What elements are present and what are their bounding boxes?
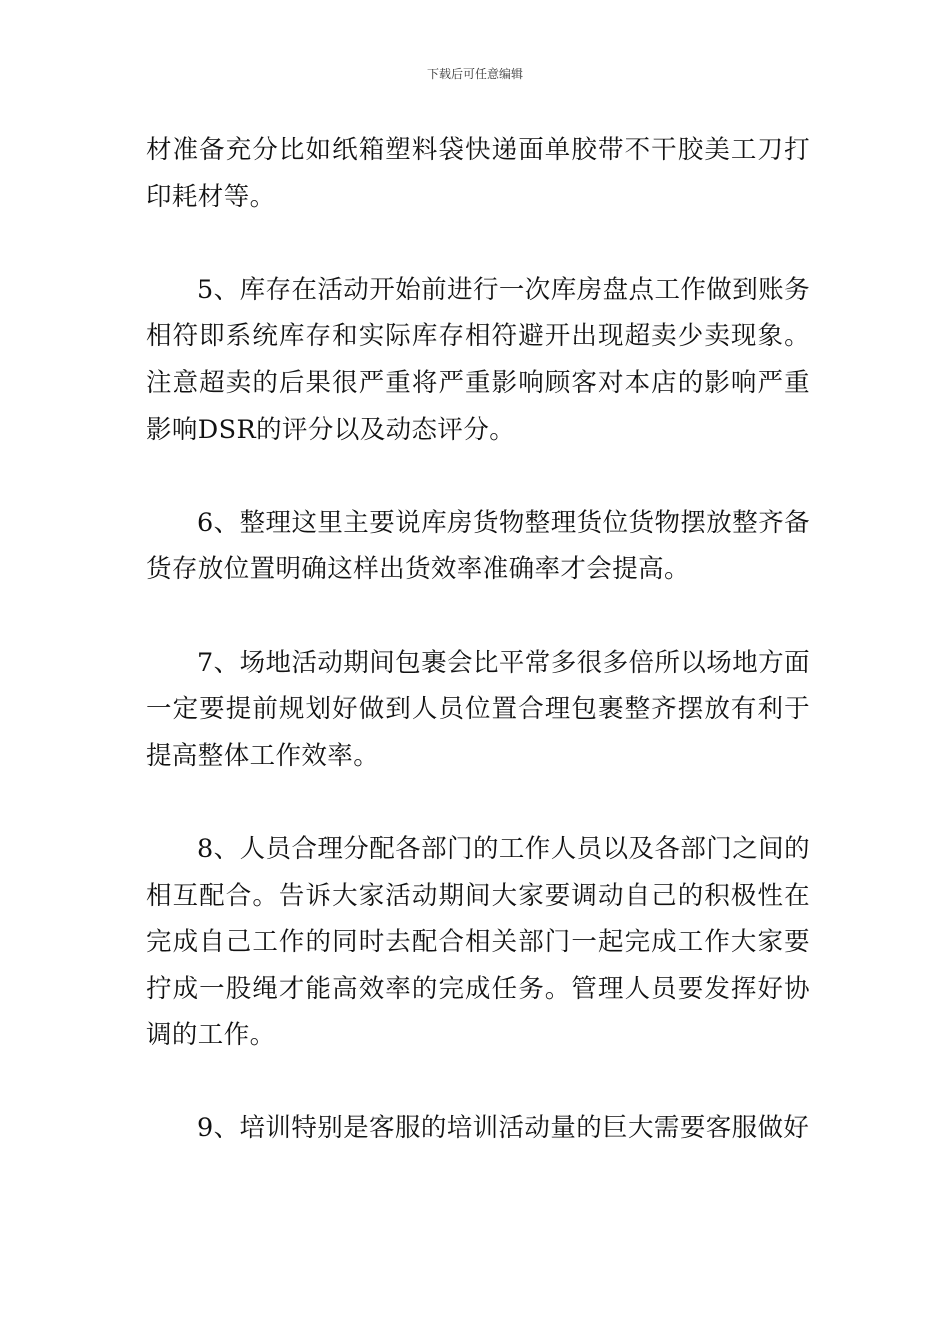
document-body: [146, 127, 810, 1152]
paragraph-item-9: 9、培训特别是客服的培训活动量的巨大需要客服做好: [197, 1113, 810, 1144]
paragraph-item-6: 6、整理这里主要说库房货物整理货位货物摆放整齐备货存放位置明确这样出货效率准确率才会提高。: [146, 507, 810, 585]
paragraph-item-8: 8、人员合理分配各部门的工作人员以及各部门之间的相互配合。告诉大家活动期间大家要调动自己的积极性在完成自己工作的同时去配合相关部门一起完成工作大家要拧成一股绳才能高效率的完成任务。管理人员要发挥好协调的工作。: [146, 833, 810, 1051]
paragraph-item-7: 7、场地活动期间包裹会比平常多很多倍所以场地方面一定要提前规划好做到人员位置合理包裹整齐摆放有利于提高整体工作效率。: [146, 647, 810, 771]
paragraph-continuation: 材准备充分比如纸箱塑料袋快递面单胶带不干胶美工刀打印耗材等。: [146, 135, 810, 212]
page-header: 下载后可任意编辑: [426, 67, 523, 81]
paragraph-item-5: 5、库存在活动开始前进行一次库房盘点工作做到账务相符即系统库存和实际库存相符避开出现超卖少卖现象。注意超卖的后果很严重将严重影响顾客对本店的影响严重影响DSR的评分以及动态评分。: [146, 274, 810, 445]
